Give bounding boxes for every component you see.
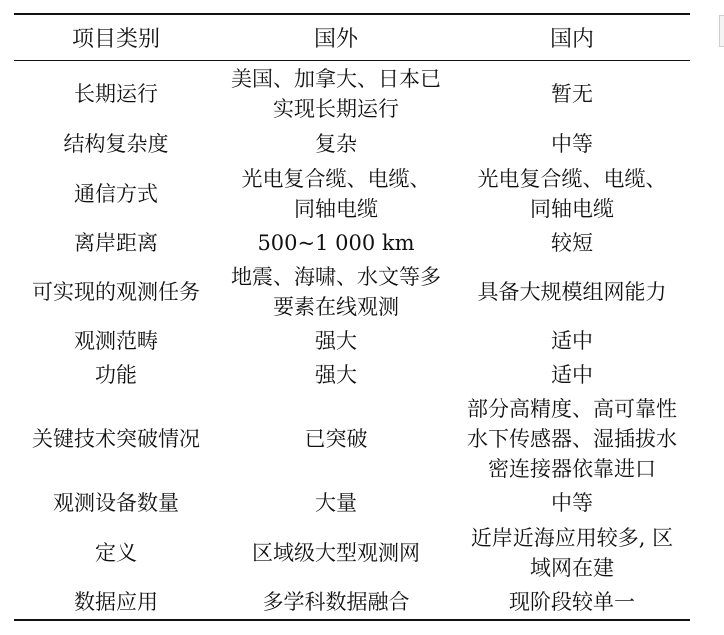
domestic-cell: 较短	[551, 230, 593, 255]
domestic-cell: 适中	[551, 362, 593, 387]
table-header-row	[14, 14, 690, 61]
category-cell: 关键技术突破情况	[32, 426, 200, 451]
domestic-cell: 近岸近海应用较多, 区 域网在建	[470, 525, 674, 580]
table-row	[14, 260, 690, 324]
domestic-cell: 适中	[551, 328, 593, 353]
foreign-cell: 复杂	[315, 132, 357, 156]
foreign-cell: 已突破	[304, 426, 368, 451]
category-cell: 长期运行	[74, 81, 158, 106]
domestic-cell: 光电复合缆、电缆、 同轴电缆	[477, 166, 667, 221]
category-cell: 定义	[95, 540, 137, 565]
category-cell: 离岸距离	[74, 230, 158, 255]
table-row	[14, 521, 690, 585]
category-cell: 观测范畴	[74, 328, 158, 353]
header-domestic: 国内	[454, 14, 690, 61]
foreign-cell: 强大	[315, 328, 357, 353]
foreign-cell: 强大	[315, 362, 357, 387]
table-row	[14, 162, 690, 226]
domestic-cell: 现阶段较单一	[509, 589, 635, 614]
table-row	[14, 392, 690, 486]
domestic-cell: 中等	[551, 491, 593, 515]
category-cell: 结构复杂度	[63, 132, 169, 156]
domestic-cell: 具备大规模组网能力	[477, 279, 667, 304]
table-body	[14, 61, 690, 620]
comparison-table	[14, 13, 690, 621]
foreign-cell: 光电复合缆、电缆、 同轴电缆	[241, 166, 431, 221]
foreign-cell: 多学科数据融合	[262, 589, 410, 614]
table-row	[14, 324, 690, 358]
header-foreign: 国外	[218, 14, 454, 61]
category-cell: 功能	[95, 362, 137, 387]
category-cell: 通信方式	[74, 181, 158, 206]
foreign-cell: 500~1 000 km	[257, 230, 415, 255]
foreign-cell: 美国、加拿大、日本已 实现长期运行	[231, 66, 441, 121]
foreign-cell: 区域级大型观测网	[252, 540, 420, 565]
table-row	[14, 585, 690, 620]
table-row	[14, 358, 690, 392]
domestic-cell: 中等	[551, 132, 593, 156]
table-row	[14, 486, 690, 521]
category-cell: 可实现的观测任务	[32, 279, 200, 304]
foreign-cell: 大量	[315, 491, 357, 515]
domestic-cell: 部分高精度、高可靠性 水下传感器、湿插拔水 密连接器依靠进口	[467, 396, 677, 481]
table-row	[14, 61, 690, 127]
header-category: 项目类别	[14, 14, 218, 61]
side-scroll-tab	[719, 15, 724, 47]
foreign-cell: 地震、海啸、水文等多 要素在线观测	[231, 264, 441, 319]
domestic-cell: 暂无	[551, 81, 593, 106]
table-row	[14, 127, 690, 162]
category-cell: 观测设备数量	[53, 491, 179, 515]
table-row	[14, 226, 690, 260]
comparison-table-container	[14, 13, 690, 621]
category-cell: 数据应用	[74, 589, 158, 614]
